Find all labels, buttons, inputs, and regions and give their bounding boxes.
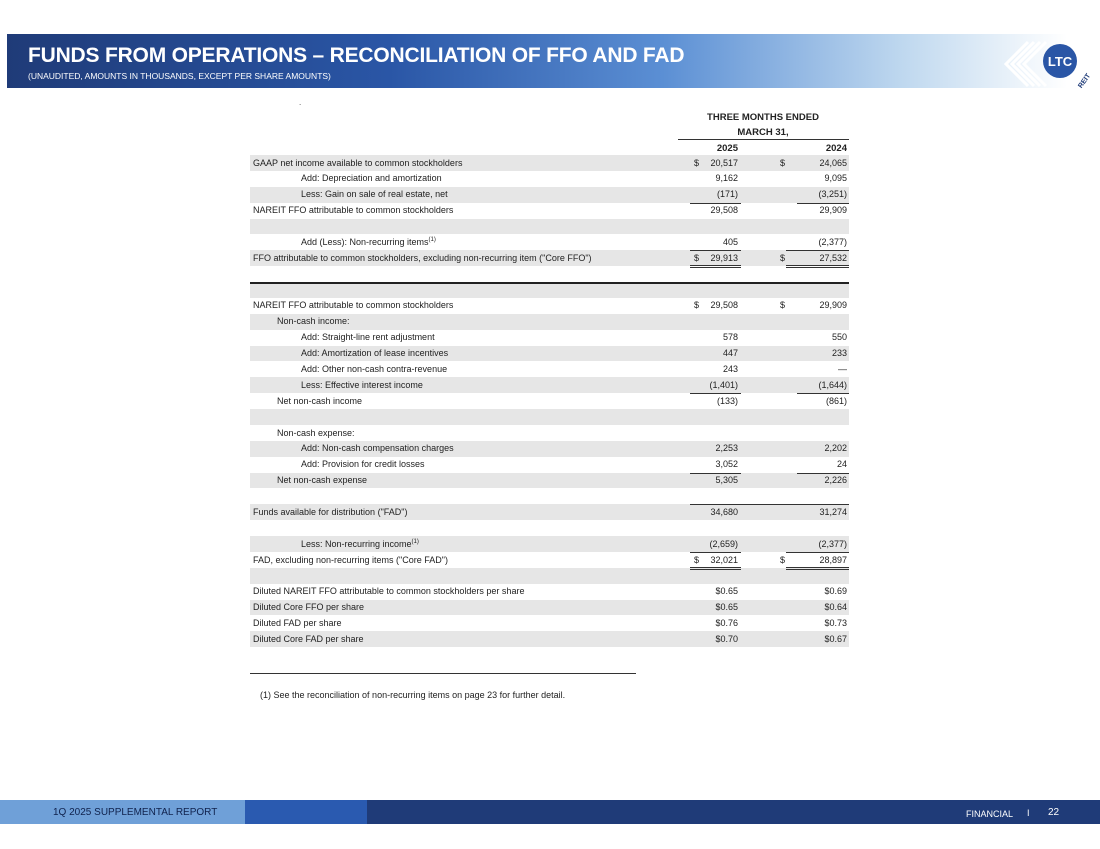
currency-2025: $: [694, 252, 700, 263]
value-2024: 233: [831, 348, 847, 359]
value-2025: 20,517: [710, 157, 738, 168]
value-2024: 550: [831, 332, 847, 343]
value-2025: 243: [722, 363, 738, 374]
total-rule-top-2025: [690, 552, 741, 553]
row-label: [253, 158, 462, 169]
row-label: [253, 300, 453, 311]
value-2024: $0.67: [824, 633, 847, 644]
row-label: [253, 253, 592, 264]
row-label-text: Add: Straight-line rent adjustment: [301, 332, 435, 343]
value-2025: 9,162: [715, 173, 738, 184]
currency-2024: $: [780, 252, 786, 263]
row-label: [301, 443, 454, 454]
row-label-text: Add: Depreciation and amortization: [301, 173, 442, 184]
row-label-text: Less: Effective interest income: [301, 379, 423, 390]
footnote: (1) See the reconciliation of non-recurring items on page 23 for further detail.: [260, 690, 566, 700]
row-label-text: Funds available for distribution ("FAD"): [253, 506, 408, 517]
value-2025: 32,021: [710, 554, 738, 565]
value-2025: 29,913: [710, 252, 738, 263]
value-2024: 27,532: [819, 252, 847, 263]
row-label: [301, 348, 448, 359]
total-double-rule-2025: [690, 567, 741, 570]
row-label: [253, 507, 407, 518]
row-label: [301, 364, 447, 375]
value-2025: 405: [722, 236, 738, 247]
row-label-text: Diluted FAD per share: [253, 618, 342, 628]
value-2024: (861): [825, 395, 847, 406]
value-2025: 29,508: [710, 300, 738, 311]
value-2024: 24: [836, 459, 847, 470]
row-label-text: GAAP net income available to common stockholders: [253, 157, 463, 168]
footer-accent-mid: [245, 800, 367, 824]
value-2024: 29,909: [819, 205, 847, 216]
footnote-ref: (1): [411, 538, 419, 545]
row-shade: [250, 409, 849, 425]
row-label-text: Less: Non-recurring income: [301, 538, 412, 549]
value-2024: (1,644): [818, 379, 847, 390]
row-label: [301, 237, 436, 248]
value-2024: $0.69: [824, 586, 847, 597]
row-label: [253, 634, 364, 645]
row-label-text: Non-cash expense:: [277, 427, 355, 438]
value-2024: 28,897: [819, 554, 847, 565]
currency-2025: $: [694, 300, 700, 311]
value-2025: 2,253: [715, 443, 738, 454]
col-header-2024: 2024: [825, 143, 847, 154]
row-label: [301, 539, 419, 550]
row-label-text: Net non-cash expense: [277, 475, 368, 486]
subtotal-rule-2025: [690, 203, 741, 204]
row-label: [301, 173, 442, 184]
currency-2025: $: [694, 157, 700, 168]
row-label-text: Diluted NAREIT FFO attributable to common stockholders per share: [253, 586, 525, 597]
value-2025: 34,680: [710, 506, 738, 517]
subtotal-rule-2025: [690, 473, 741, 474]
page-number: 22: [1048, 807, 1060, 818]
value-2024: 2,202: [824, 443, 847, 454]
value-2025: 5,305: [715, 475, 738, 486]
subtotal-rule-2024: [797, 393, 849, 394]
value-2025: $0.70: [715, 633, 738, 644]
page-subtitle: (UNAUDITED, AMOUNTS IN THOUSANDS, EXCEPT PER SHARE AMOUNTS): [28, 71, 331, 81]
currency-2024: $: [780, 157, 786, 168]
row-label: [253, 586, 524, 597]
total-double-rule-2024: [786, 567, 849, 570]
total-rule-top-2024: [786, 250, 849, 251]
value-2025: (171): [716, 189, 738, 200]
row-label-text: Add: Other non-cash contra-revenue: [301, 363, 448, 374]
currency-2024: $: [780, 300, 786, 311]
value-2025: (2,659): [709, 538, 738, 549]
row-label-text: FAD, excluding non-recurring items ("Core FAD"): [253, 554, 448, 565]
row-label-text: Add (Less): Non-recurring items: [301, 236, 429, 247]
total-rule-top-2025: [690, 250, 741, 251]
value-2025: (133): [716, 395, 738, 406]
stray-dot: .: [299, 98, 302, 107]
value-2025: $0.65: [715, 586, 738, 597]
row-label-text: Diluted Core FFO per share: [253, 602, 365, 613]
page-title: FUNDS FROM OPERATIONS – RECONCILIATION OF FFO AND FAD: [28, 44, 685, 67]
value-2024: (2,377): [818, 538, 847, 549]
value-2024: —: [838, 363, 847, 374]
row-label-text: Add: Amortization of lease incentives: [301, 348, 449, 359]
row-label: [277, 475, 367, 486]
value-2024: (2,377): [818, 236, 847, 247]
row-label: [277, 396, 362, 407]
row-label-text: Add: Provision for credit losses: [301, 459, 425, 470]
currency-2024: $: [780, 554, 786, 565]
row-label-text: Less: Gain on sale of real estate, net: [301, 189, 448, 200]
row-label-text: FFO attributable to common stockholders, excluding non-recurring item ("Core FFO"): [253, 252, 592, 263]
row-label: [301, 189, 448, 200]
col-header-2025: 2025: [716, 143, 738, 154]
row-label-text: Add: Non-cash compensation charges: [301, 443, 454, 454]
value-2025: $0.76: [715, 618, 738, 628]
fad-rule: [690, 504, 849, 505]
row-label-text: NAREIT FFO attributable to common stockholders: [253, 205, 454, 216]
value-2024: (3,251): [818, 189, 847, 200]
value-2024: 2,226: [824, 475, 847, 486]
row-shade: [250, 568, 849, 584]
footnote-separator: [250, 673, 636, 674]
period-header-2: MARCH 31,: [737, 127, 789, 138]
value-2025: $0.65: [715, 602, 738, 613]
value-2024: 29,909: [819, 300, 847, 311]
value-2024: 9,095: [824, 173, 847, 184]
value-2025: 3,052: [715, 459, 738, 470]
subtotal-rule-2025: [690, 393, 741, 394]
row-label: [301, 459, 425, 470]
total-double-rule-2024: [786, 265, 849, 268]
row-label: [253, 618, 342, 629]
value-2025: (1,401): [709, 379, 738, 390]
row-label: [301, 332, 435, 343]
value-2025: 447: [722, 348, 738, 359]
value-2024: 24,065: [819, 157, 847, 168]
row-label: [301, 380, 423, 391]
section-label: FINANCIAL: [966, 809, 1014, 819]
row-label: [277, 316, 350, 327]
header-rule-top: [678, 139, 849, 140]
row-shade: [250, 282, 849, 298]
row-label: [277, 428, 355, 439]
row-shade: [250, 219, 849, 235]
row-label-text: Non-cash income:: [277, 316, 350, 327]
value-2024: $0.73: [824, 618, 847, 628]
row-label: [253, 555, 448, 566]
logo-subtext: REIT: [1077, 72, 1093, 90]
subtotal-rule-2024: [797, 473, 849, 474]
row-label-text: NAREIT FFO attributable to common stockholders: [253, 300, 454, 311]
footnote-ref: (1): [428, 236, 436, 243]
value-2024: $0.64: [824, 602, 847, 613]
logo-text: LTC: [1047, 54, 1073, 69]
report-label: 1Q 2025 SUPPLEMENTAL REPORT: [53, 807, 218, 818]
row-label: [253, 205, 453, 216]
subtotal-rule-2024: [797, 203, 849, 204]
section-divider: [250, 282, 849, 284]
value-2025: 29,508: [710, 205, 738, 216]
ltc-reit-logo: [998, 38, 1096, 90]
row-label-text: Diluted Core FAD per share: [253, 633, 364, 644]
row-label: [253, 602, 364, 613]
currency-2025: $: [694, 554, 700, 565]
total-rule-top-2024: [786, 552, 849, 553]
period-header-1: THREE MONTHS ENDED: [707, 112, 819, 123]
total-double-rule-2025: [690, 265, 741, 268]
footer-separator: I: [1027, 808, 1030, 818]
value-2024: 31,274: [819, 506, 847, 517]
value-2025: 578: [722, 332, 738, 343]
row-label-text: Net non-cash income: [277, 395, 363, 406]
